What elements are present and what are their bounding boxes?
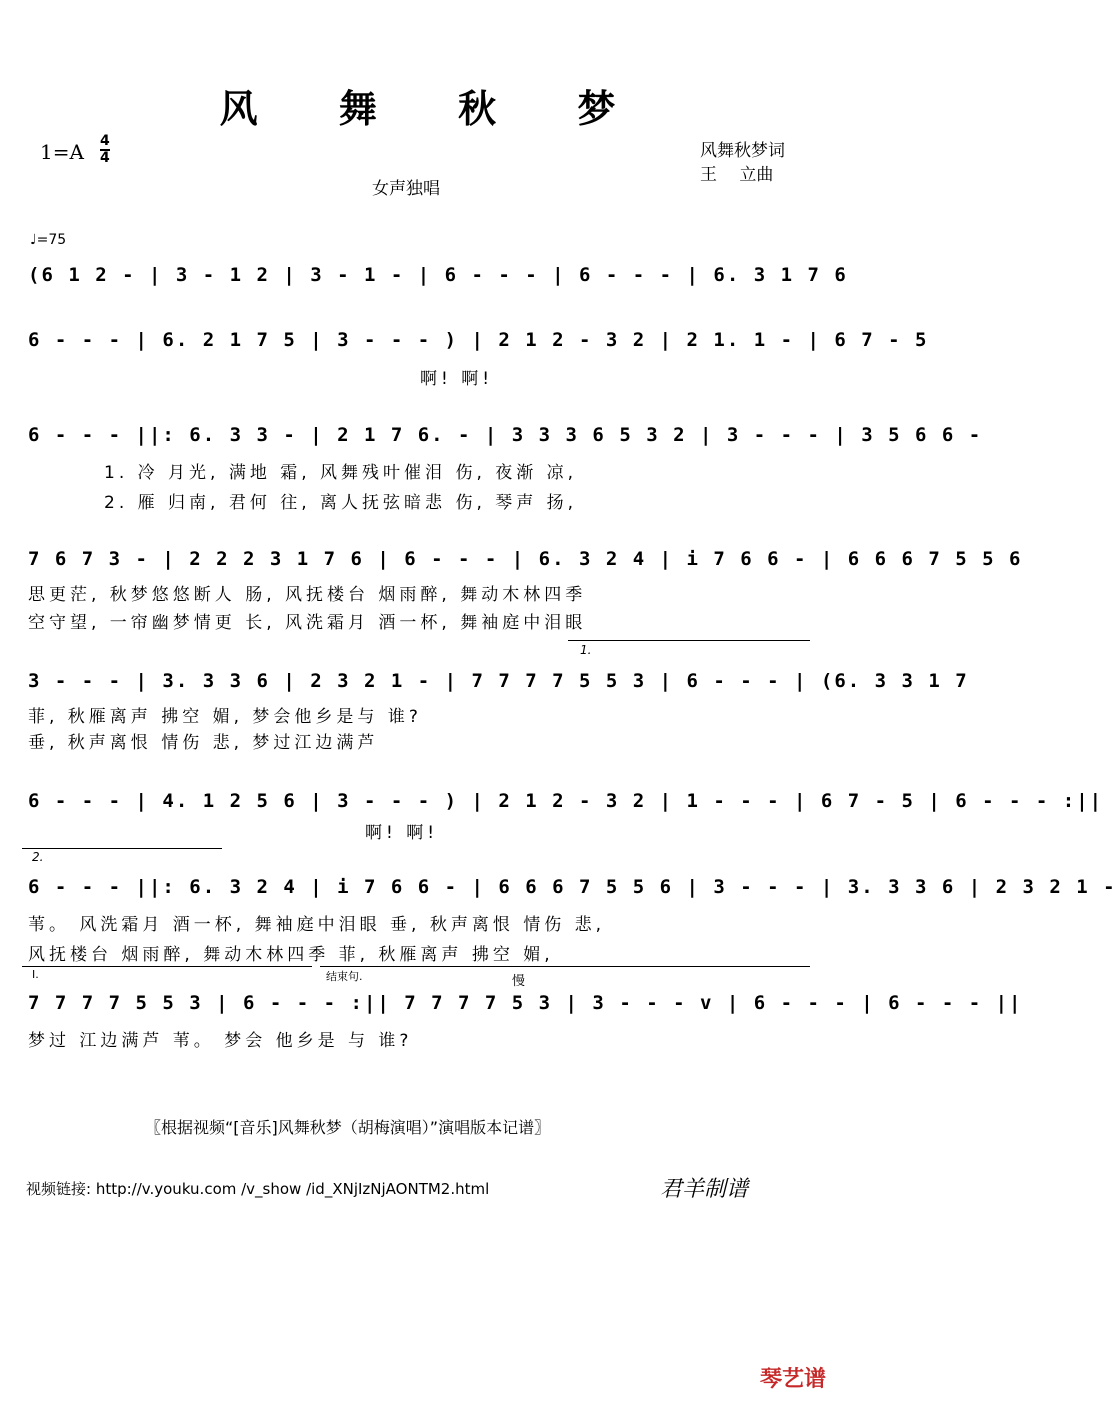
volta-1: 1. [580,643,592,657]
row-7-lyric-2: 风抚楼台 烟雨醉, 舞动木林四季 菲, 秋雁离声 拂空 媚, [28,945,554,965]
site-logo: 琴艺谱 [760,1367,827,1392]
video-link[interactable]: 视频链接: http://v.youku.com /v_show /id_XNjIzNjAONTM2.html [26,1180,490,1198]
volta-2: 2. [32,850,44,864]
score-row-6: 6 - - - | 4. 1 2 5 6 | 3 - - - ) | 2 1 2 - 3 2 | 1 - - - | 6 7 - 5 | 6 - - - :|| [28,790,1104,812]
score-row-5: 3 - - - | 3. 3 3 6 | 2 3 2 1 - | 7 7 7 7 5 5 3 | 6 - - - | (6. 3 3 1 7 [28,670,969,692]
row-3-lyric-2: 2. 雁 归南, 君何 往, 离人抚弦暗悲 伤, 琴声 扬, [104,493,578,513]
row-7-lyric-1: 苇。 风洗霜月 酒一杯, 舞袖庭中泪眼 垂, 秋声离恨 情伤 悲, [28,915,606,935]
score-row-7: 6 - - - ||: 6. 3 2 4 | i 7 6 6 - | 6 6 6 7 5 5 6 | 3 - - - | 3. 3 3 6 | 2 3 2 1 - [28,876,1117,898]
row-3-lyric-1: 1. 冷 月光, 满地 霜, 风舞残叶催泪 伤, 夜渐 凉, [104,463,578,483]
score-row-3: 6 - - - ||: 6. 3 3 - | 2 1 7 6. - | 3 3 3 6 5 3 2 | 3 - - - | 3 5 6 6 - [28,424,983,446]
score-row-4: 7 6 7 3 - | 2 2 2 3 1 7 6 | 6 - - - | 6. 3 2 4 | i 7 6 6 - | 6 6 6 7 5 5 6 [28,548,1023,570]
score-row-8: 7 7 7 7 5 5 3 | 6 - - - :|| 7 7 7 7 5 3 | 3 - - - v | 6 - - - | 6 - - - || [28,992,1023,1014]
tempo-marking: ♩=75 [30,232,67,248]
voice-type: 女声独唱 [372,179,440,199]
row-4-lyric-1: 思更茫, 秋梦悠悠断人 肠, 风抚楼台 烟雨醉, 舞动木林四季 [28,585,587,605]
footer-note: 〖根据视频“[音乐]风舞秋梦（胡梅演唱）”演唱版本记谱〗 [145,1118,551,1137]
row-5-lyric-2: 垂, 秋声离恨 情伤 悲, 梦过江边满芦 [28,733,379,753]
row-6-lyric-1: 啊! 啊! [365,823,439,843]
row-5-lyric-1: 菲, 秋雁离声 拂空 媚, 梦会他乡是与 谁? [28,707,422,727]
row-2-lyric-1: 啊! 啊! [420,369,494,389]
time-sig-bottom: 4 [100,150,110,166]
score-row-2: 6 - - - | 6. 2 1 7 5 | 3 - - - ) | 2 1 2 - 3 2 | 2 1. 1 - | 6 7 - 5 [28,329,929,351]
signature: 君羊制谱 [660,1177,749,1202]
slow-label: 慢 [512,974,526,989]
row-4-lyric-2: 空守望, 一帘幽梦情更 长, 风洗霜月 酒一杯, 舞袖庭中泪眼 [28,613,587,633]
ending-label: 结束句. [326,970,363,983]
composer: 王 立曲 [700,165,774,185]
time-sig-top: 4 [100,133,110,149]
time-signature [100,134,110,166]
key-signature: 1=A [40,140,84,164]
lyricist: 风舞秋梦词 [700,141,785,161]
row-8-lyric-1: 梦过 江边满芦 苇。 梦会 他乡是 与 谁? [28,1031,413,1051]
page-title: 风 舞 秋 梦 [219,86,650,131]
score-row-1: (6 1 2 - | 3 - 1 2 | 3 - 1 - | 6 - - - | 6 - - - | 6. 3 1 7 6 [28,264,848,286]
volta-I: I. [32,968,39,981]
